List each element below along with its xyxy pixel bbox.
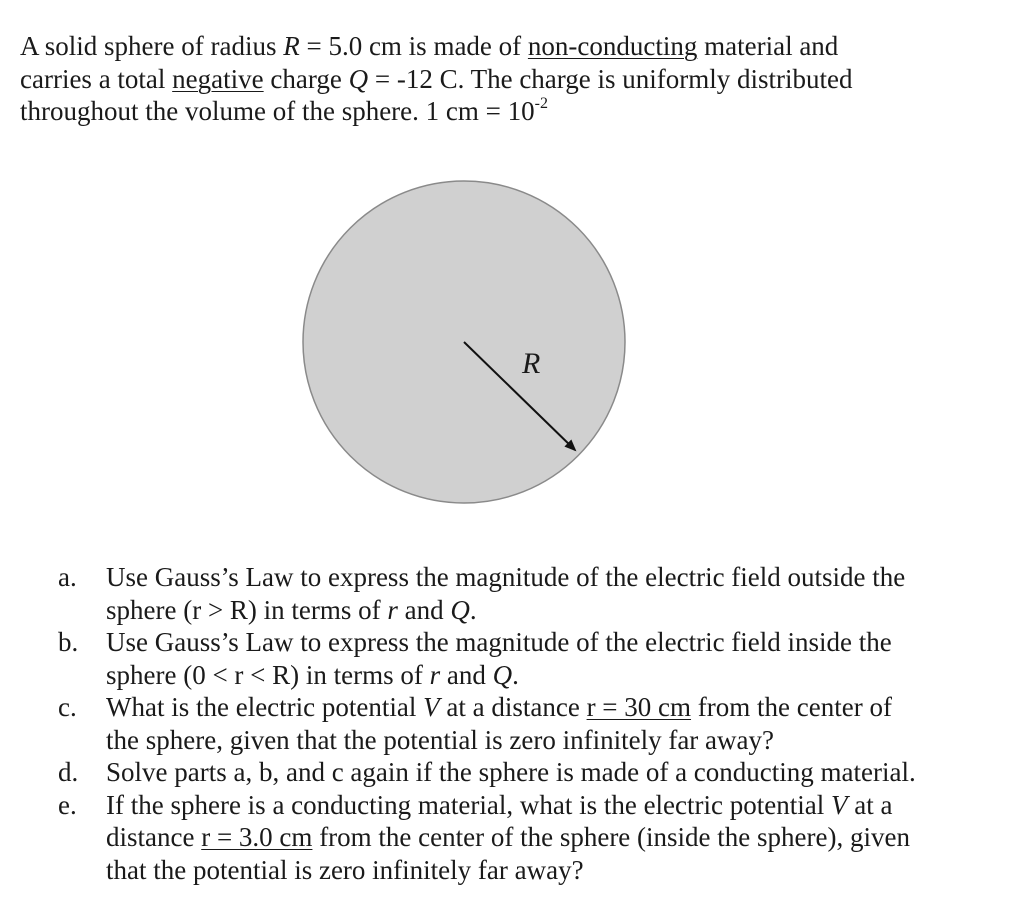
question-letter: d. (58, 757, 79, 787)
question-a (58, 561, 998, 626)
question-letter: c. (58, 692, 77, 722)
question-e (58, 789, 998, 887)
question-text-part: from the center of the sphere (inside the sphere), given (312, 822, 910, 852)
question-text-part: What is the electric potential (106, 692, 424, 722)
exponent: -2 (534, 95, 548, 112)
question-text (106, 594, 998, 627)
question-text: the sphere, given that the potential is zero infinitely far away? (106, 724, 774, 755)
intro-text: material and (697, 31, 839, 61)
potential-symbol: V (423, 692, 440, 722)
underlined-distance: r = 3.0 cm (201, 822, 313, 852)
r-symbol: r (429, 659, 441, 690)
question-text-part: sphere (r > R) in terms of (106, 594, 388, 625)
radius-label: R (522, 347, 541, 380)
question-text: Use Gauss’s Law to express the magnitude of the electric field inside the (106, 627, 892, 657)
question-letter: a. (58, 562, 77, 592)
question-b (58, 626, 998, 691)
charge-symbol: Q (492, 659, 513, 690)
potential-symbol: V (830, 789, 848, 820)
intro-text: = -12 C. The charge is uniformly distributed (368, 63, 853, 94)
question-text-part: If the sphere is a conducting material, what is the electric potential (106, 789, 831, 820)
intro-text: charge (263, 63, 349, 94)
intro-line-2 (20, 63, 1010, 96)
question-text-part: . (469, 594, 477, 625)
radius-symbol: R (283, 31, 300, 61)
question-letter: b. (58, 627, 79, 657)
question-text: Solve parts a, b, and c again if the sphere is made of a conducting material. (106, 757, 916, 787)
intro-text: = 5.0 cm is made of (299, 31, 528, 61)
intro-text: throughout the volume of the sphere. 1 cm = 10 (20, 96, 535, 126)
question-text: Use Gauss’s Law to express the magnitude of the electric field outside the (106, 562, 906, 592)
sphere-svg (298, 176, 630, 508)
question-text-part: and (397, 594, 451, 625)
underlined-term-negative: negative (172, 63, 264, 94)
question-text (106, 821, 998, 854)
question-text-part: . (512, 659, 519, 690)
question-text: that the potential is zero infinitely far away? (106, 854, 584, 885)
charge-symbol: Q (450, 594, 470, 625)
question-text-part: from the center of (691, 692, 892, 722)
intro-line-1 (20, 30, 1010, 63)
question-text (106, 789, 998, 822)
intro-text: A solid sphere of radius (20, 31, 284, 61)
question-letter: e. (58, 789, 77, 820)
question-d (58, 756, 998, 789)
r-symbol: r (387, 594, 398, 625)
question-text (106, 691, 998, 724)
question-text (106, 659, 998, 692)
sphere-diagram (298, 176, 630, 508)
intro-line-3 (20, 95, 1010, 128)
underlined-term-non-conducting: non-conducting (527, 31, 698, 61)
question-c (58, 691, 998, 756)
underlined-distance: r = 30 cm (586, 692, 692, 722)
question-text-part: sphere (0 < r < R) in terms of (106, 659, 430, 690)
question-list (58, 561, 998, 886)
question-text-part: and (440, 659, 493, 690)
question-text-part: at a (847, 789, 893, 820)
question-text-part: at a distance (439, 692, 587, 722)
problem-statement (20, 30, 1010, 128)
question-text-part: distance (106, 822, 202, 852)
charge-symbol: Q (348, 63, 369, 94)
intro-text: carries a total (20, 63, 173, 94)
